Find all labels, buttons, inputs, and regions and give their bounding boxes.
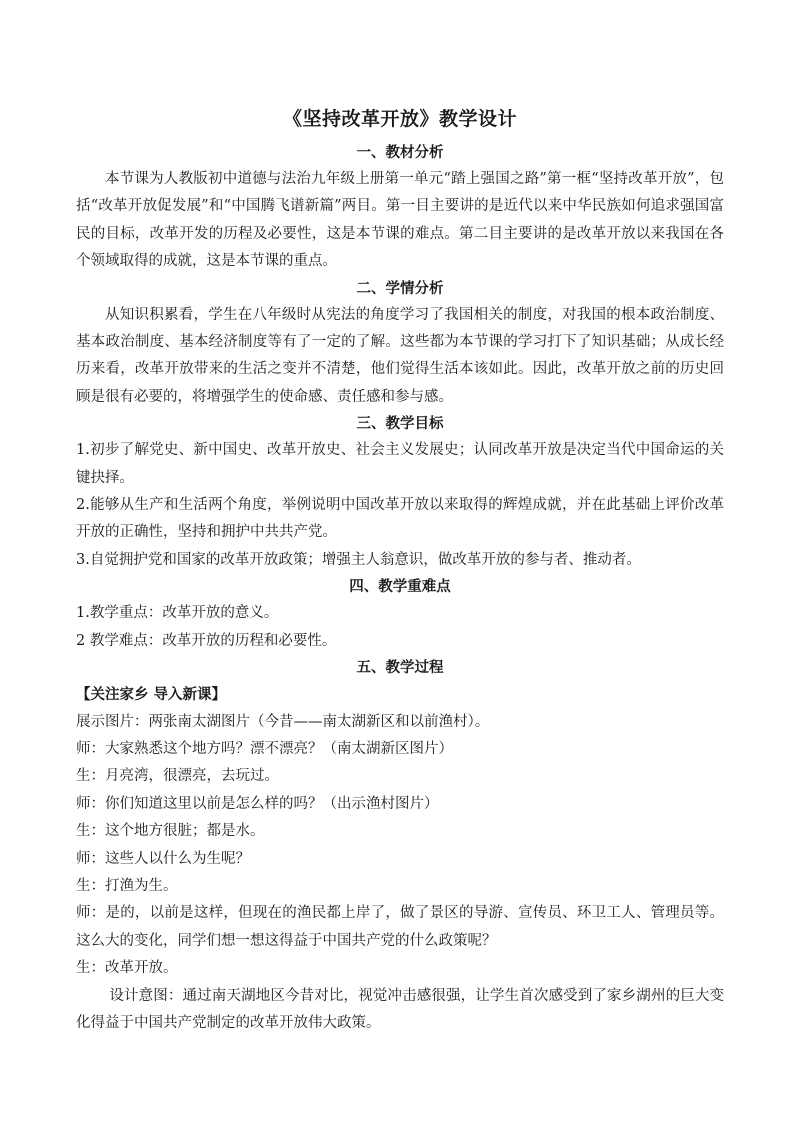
key-point-item: 1.教学重点：改革开放的意义。 — [76, 605, 279, 622]
process-subheading: 【关注家乡 导入新课】 — [76, 686, 227, 704]
difficult-point-item: 2 教学难点：改革开放的历程和必要性。 — [76, 632, 337, 649]
dialogue-line: 生：月亮湾，很漂亮，去玩过。 — [76, 768, 279, 785]
section-heading-teaching-process: 五、教学过程 — [356, 659, 444, 677]
document-title: 《坚持改革开放》教学设计 — [282, 108, 517, 130]
dialogue-line: 生：改革开放。 — [76, 960, 178, 977]
teaching-goal-item: 3.自觉拥护党和国家的改革开放政策；增强主人翁意识，做改革开放的参与者、推动者。 — [76, 551, 641, 568]
section-heading-key-difficult-points: 四、教学重难点 — [349, 578, 451, 596]
dialogue-line: 生：这个地方很脏；都是水。 — [76, 823, 265, 840]
section-heading-student-analysis: 二、学情分析 — [356, 279, 444, 297]
section-heading-teaching-goals: 三、教学目标 — [356, 415, 444, 433]
textbook-analysis-paragraph: 本节课为人教版初中道德与法治九年级上册第一单元“踏上强国之路”第一框“坚持改革开放”，包括“改革开放促发展”和“中国腾飞谱新篇”两目。第一目主要讲的是近代以来中华民族如何追求强国富民的目标，改革开发的历程及必要性，这是本节课的难点。第二目主要讲的是改革开放以来我国在各个领域取得的成就，这是本节课的重点。 — [76, 171, 724, 270]
teaching-goal-item: 1.初步了解党史、新中国史、改革开放史、社会主义发展史；认同改革开放是决定当代中国命运的关键抉择。 — [76, 442, 724, 486]
dialogue-line: 生：打渔为生。 — [76, 877, 178, 894]
student-analysis-paragraph: 从知识积累看，学生在八年级时从宪法的角度学习了我国相关的制度，对我国的根本政治制度、基本政治制度、基本经济制度等有了一定的了解。这些都为本节课的学习打下了知识基础；从成长经历来看，改革开放带来的生活之变并不清楚，他们觉得生活本该如此。因此，改革开放之前的历史回顾是很有必要的，将增强学生的使命感、责任感和参与感。 — [76, 306, 724, 405]
dialogue-line: 展示图片：两张南太湖图片（今昔——南太湖新区和以前渔村）。 — [76, 713, 490, 730]
teaching-goal-item: 2.能够从生产和生活两个角度，举例说明中国改革开放以来取得的辉煌成就，并在此基础上评价改革开放的正确性，坚持和拥护中共共产党。 — [76, 497, 724, 541]
dialogue-line: 师：你们知道这里以前是怎么样的吗？（出示渔村图片） — [76, 795, 439, 812]
dialogue-line: 师：是的，以前是这样，但现在的渔民都上岸了，做了景区的导游、宣传员、环卫工人、管理员等。这么大的变化，同学们想一想这得益于中国共产党的什么政策呢？ — [76, 905, 724, 949]
section-heading-textbook-analysis: 一、教材分析 — [356, 144, 444, 161]
dialogue-line: 师：大家熟悉这个地方吗？漂不漂亮？（南太湖新区图片） — [76, 740, 453, 757]
dialogue-line: 师：这些人以什么为生呢？ — [76, 850, 250, 867]
document-body — [76, 104, 724, 1037]
design-intent-paragraph: 设计意图：通过南天湖地区今昔对比，视觉冲击感很强，让学生首次感受到了家乡湖州的巨大变化得益于中国共产党制定的改革开放伟大政策。 — [76, 987, 724, 1031]
